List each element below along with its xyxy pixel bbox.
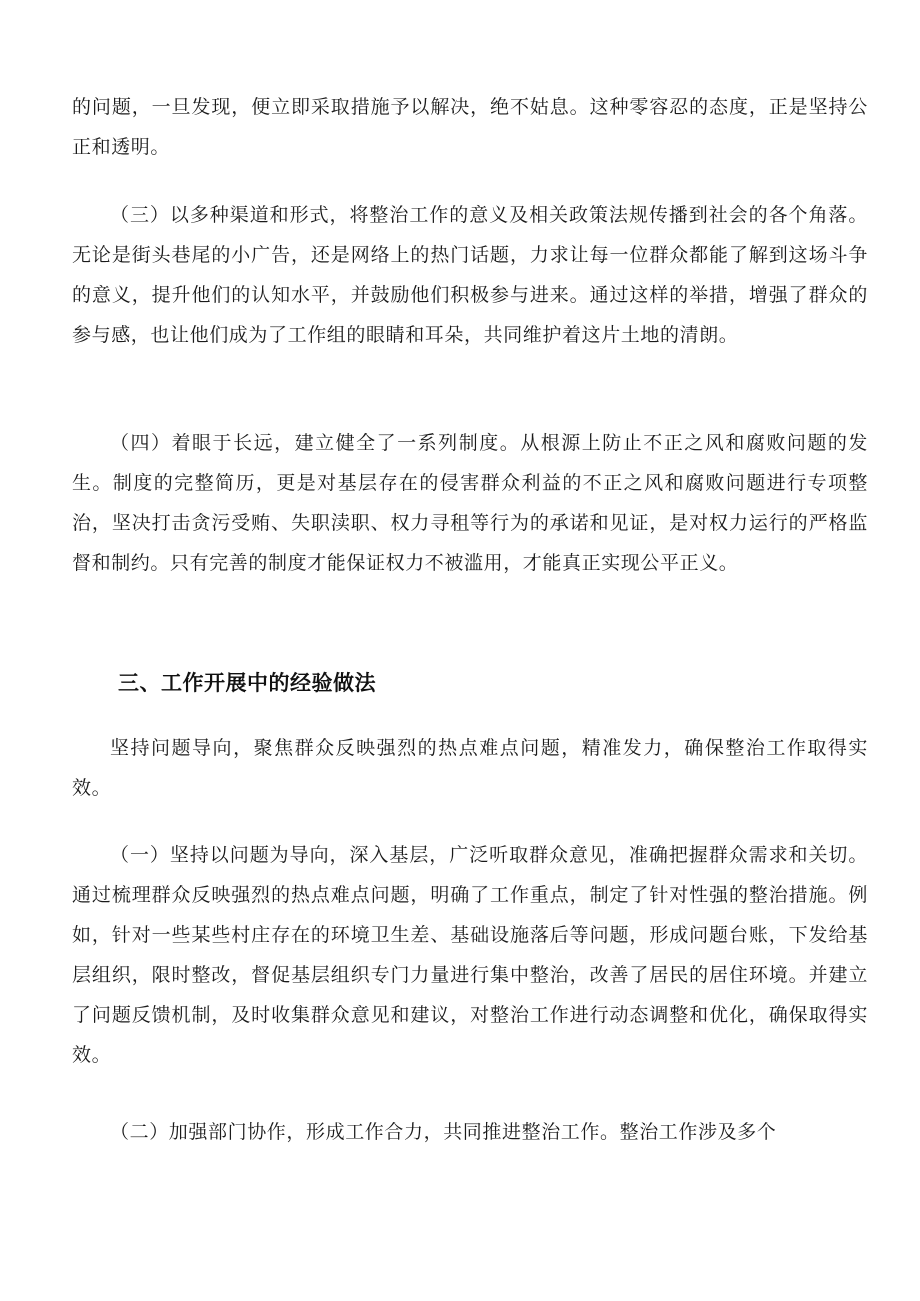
paragraph-continuation: 的问题，一旦发现，便立即采取措施予以解决，绝不姑息。这种零容忍的态度，正是坚持公正和透明。	[72, 96, 868, 158]
paragraph-item-two: （二）加强部门协作，形成工作合力，共同推进整治工作。整治工作涉及多个	[110, 1121, 777, 1143]
section-heading: 三、工作开展中的经验做法	[118, 671, 376, 695]
paragraph-section-four: （四）着眼于长远，建立健全了一系列制度。从根源上防止不正之风和腐败问题的发生。制度的完整简历，更是对基层存在的侵害群众利益的不正之风和腐败问题进行专项整治，坚决打击贪污受贿、失职渎职、权力寻租等行为的承诺和见证，是对权力运行的严格监督和制约。只有完善的制度才能保证权力不被滥用，才能真正实现公平正义。	[72, 432, 868, 574]
paragraph-intro: 坚持问题导向，聚焦群众反映强烈的热点难点问题，精准发力，确保整治工作取得实效。	[72, 737, 868, 799]
paragraph-item-one: （一）坚持以问题为导向，深入基层，广泛听取群众意见，准确把握群众需求和关切。通过梳理群众反映强烈的热点难点问题，明确了工作重点，制定了针对性强的整治措施。例如，针对一些某些村庄存在的环境卫生差、基础设施落后等问题，形成问题台账，下发给基层组织，限时整改，督促基层组织专门力量进行集中整治，改善了居民的居住环境。并建立了问题反馈机制，及时收集群众意见和建议，对整治工作进行动态调整和优化，确保取得实效。	[72, 844, 868, 1066]
paragraph-section-three: （三）以多种渠道和形式，将整治工作的意义及相关政策法规传播到社会的各个角落。无论是街头巷尾的小广告，还是网络上的热门话题，力求让每一位群众都能了解到这场斗争的意义，提升他们的认知水平，并鼓励他们积极参与进来。通过这样的举措，增强了群众的参与感，也让他们成为了工作组的眼睛和耳朵，共同维护着这片土地的清朗。	[72, 204, 868, 346]
